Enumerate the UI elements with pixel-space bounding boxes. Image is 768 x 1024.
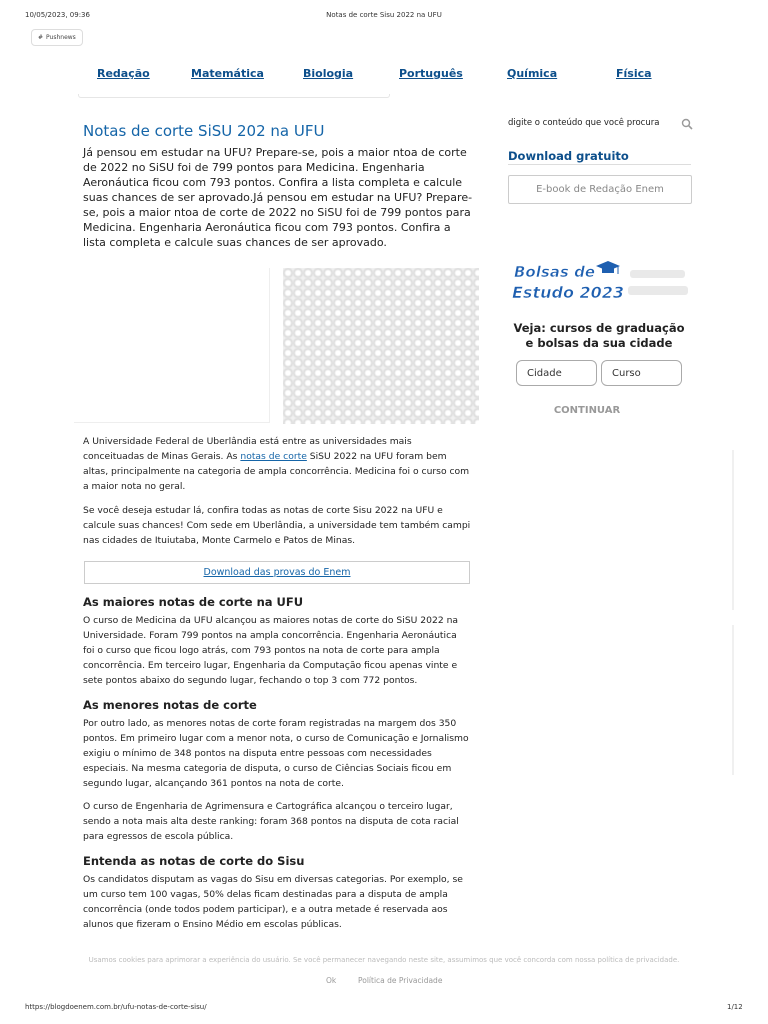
heading-entenda: Entenda as notas de corte do Sisu [83, 854, 305, 868]
print-datetime: 10/05/2023, 09:36 [25, 11, 90, 19]
city-field[interactable]: Cidade [516, 360, 597, 386]
sidebar-divider [508, 164, 691, 165]
search-input[interactable]: digite o conteúdo que você procura [508, 118, 660, 128]
right-edge-divider [732, 625, 734, 775]
pushnews-tag[interactable] [31, 29, 83, 46]
download-provas-box[interactable] [84, 561, 470, 584]
paragraph-ufu-intro [83, 434, 471, 494]
nav-link-biologia[interactable]: Biologia [303, 67, 354, 80]
nav-link-portugues[interactable]: Português [399, 67, 463, 80]
privacy-policy-link[interactable]: Política de Privacidade [358, 976, 443, 985]
print-url: https://blogdoenem.com.br/ufu-notas-de-corte-sisu/ [25, 1003, 207, 1011]
paragraph-maiores: O curso de Medicina da UFU alcançou as maiores notas de corte do SiSU 2022 na Universidade. Foram 799 pontos na ampla concorrência. Engenharia Aeronáutica foi o curso que ficou logo atrás, com 793 pontos na nota de corte para ampla concorrência. Em terceiro lugar, Engenharia da Computação ficou apenas vinte e sete pontos abaixo do segundo lugar, fechando o top 3 com 772 pontos. [83, 615, 459, 686]
heading-maiores-notas: As maiores notas de corte na UFU [83, 595, 304, 609]
logo-line-2: Estudo 2023 [512, 283, 625, 302]
paragraph-entenda: Os candidatos disputam as vagas do Sisu em diversas categorias. Por exemplo, se um curso tem 100 vagas, 50% delas ficam destinadas para a disputa de ampla concorrência (onde todos podem participar), e a outra metade é reservada aos alunos que fizeram o Ensino Médio em escolas públicas. [83, 874, 463, 930]
course-field[interactable]: Curso [601, 360, 682, 386]
print-page-title: Notas de corte Sisu 2022 na UFU [326, 11, 442, 19]
bolsas-promo-text: Veja: cursos de graduação e bolsas da sua cidade [513, 321, 685, 350]
paragraph-text: SiSU 2022 na UFU foram bem altas, principalmente na categoria de ampla concorrência. Medicina foi o curso com a maior nota no geral. [83, 451, 470, 492]
pushnews-tag-label: Pushnews [46, 34, 76, 41]
paragraph-agrimensura: O curso de Engenharia de Agrimensura e Cartográfica alcançou o terceiro lugar, sendo a nota mais alta deste ranking: foram 368 pontos na disputa de cota racial para egressos de escola pública. [83, 801, 459, 842]
paragraph-chances: Se você deseja estudar lá, confira todas as notas de corte Sisu 2022 na UFU e calcule suas chances! Com sede em Uberlândia, a universidade tem também campi nas cidades de Ituiutaba, Monte Carmelo e Patos de Minas. [83, 505, 471, 546]
faded-logo-mark [628, 270, 688, 295]
page-title: Notas de corte SiSU 202 na UFU [83, 122, 325, 140]
nav-link-matematica[interactable]: Matemática [191, 67, 264, 80]
graduation-cap-icon [596, 261, 620, 274]
cookie-ok-button[interactable]: Ok [326, 976, 337, 985]
ad-placeholder [74, 268, 270, 423]
paragraph-text: A Universidade Federal de Uberlândia está entre as universidades mais conceituadas de Minas Gerais. As [83, 436, 412, 462]
nav-link-fisica[interactable]: Física [616, 67, 652, 80]
cookie-text: Usamos cookies para aprimorar a experiência do usuário. Se você permanecer navegando neste site, assumimos que você concorda com nossa política de privacidade. [88, 956, 680, 964]
nav-link-redacao[interactable]: Redação [97, 67, 150, 80]
download-gratuito-heading: Download gratuito [508, 149, 629, 163]
article-intro: Já pensou em estudar na UFU? Prepare-se, pois a maior ntoa de corte de 2022 no SiSU foi de 799 pontos para Medicina. Engenharia Aeronáutica ficou com 793 pontos. Confira a lista completa e calcule suas chances de ser aprovado.Já pensou em estudar na UFU? Prepare-se, pois a maior ntoa de corte de 2022 no SiSU foi de 799 pontos para Medicina. Engenharia Aeronáutica ficou com 793 pontos. Confira a lista completa e calcule suas chances de ser aprovado. [83, 146, 473, 249]
nav-divider [78, 94, 390, 98]
heading-menores-notas: As menores notas de corte [83, 698, 257, 712]
nav-link-quimica[interactable]: Química [507, 67, 558, 80]
paragraph-menores: Por outro lado, as menores notas de corte foram registradas na margem dos 350 pontos. Em primeiro lugar com a menor nota, o curso de Comunicação e Jornalismo exigiu o mínimo de 348 pontos na disputa entre pessoas com necessidades especiais. Na mesma categoria de disputa, o curso de Ciências Sociais ficou em segundo lugar, alcançando 361 pontos na nota de corte. [83, 718, 469, 789]
ebook-redacao-button[interactable]: E-book de Redação Enem [508, 175, 692, 204]
search-icon[interactable] [681, 118, 693, 130]
notas-de-corte-link[interactable]: notas de corte [240, 451, 307, 462]
bolsas-de-estudo-logo [510, 258, 690, 306]
right-edge-divider [732, 450, 734, 610]
continue-button[interactable]: CONTINUAR [553, 405, 621, 416]
print-page-number: 1/12 [727, 1003, 743, 1011]
logo-line-1: Bolsas de [514, 263, 595, 281]
featured-image [283, 268, 479, 424]
download-provas-link[interactable]: Download das provas do Enem [203, 567, 351, 578]
hash-icon: # [38, 34, 44, 41]
